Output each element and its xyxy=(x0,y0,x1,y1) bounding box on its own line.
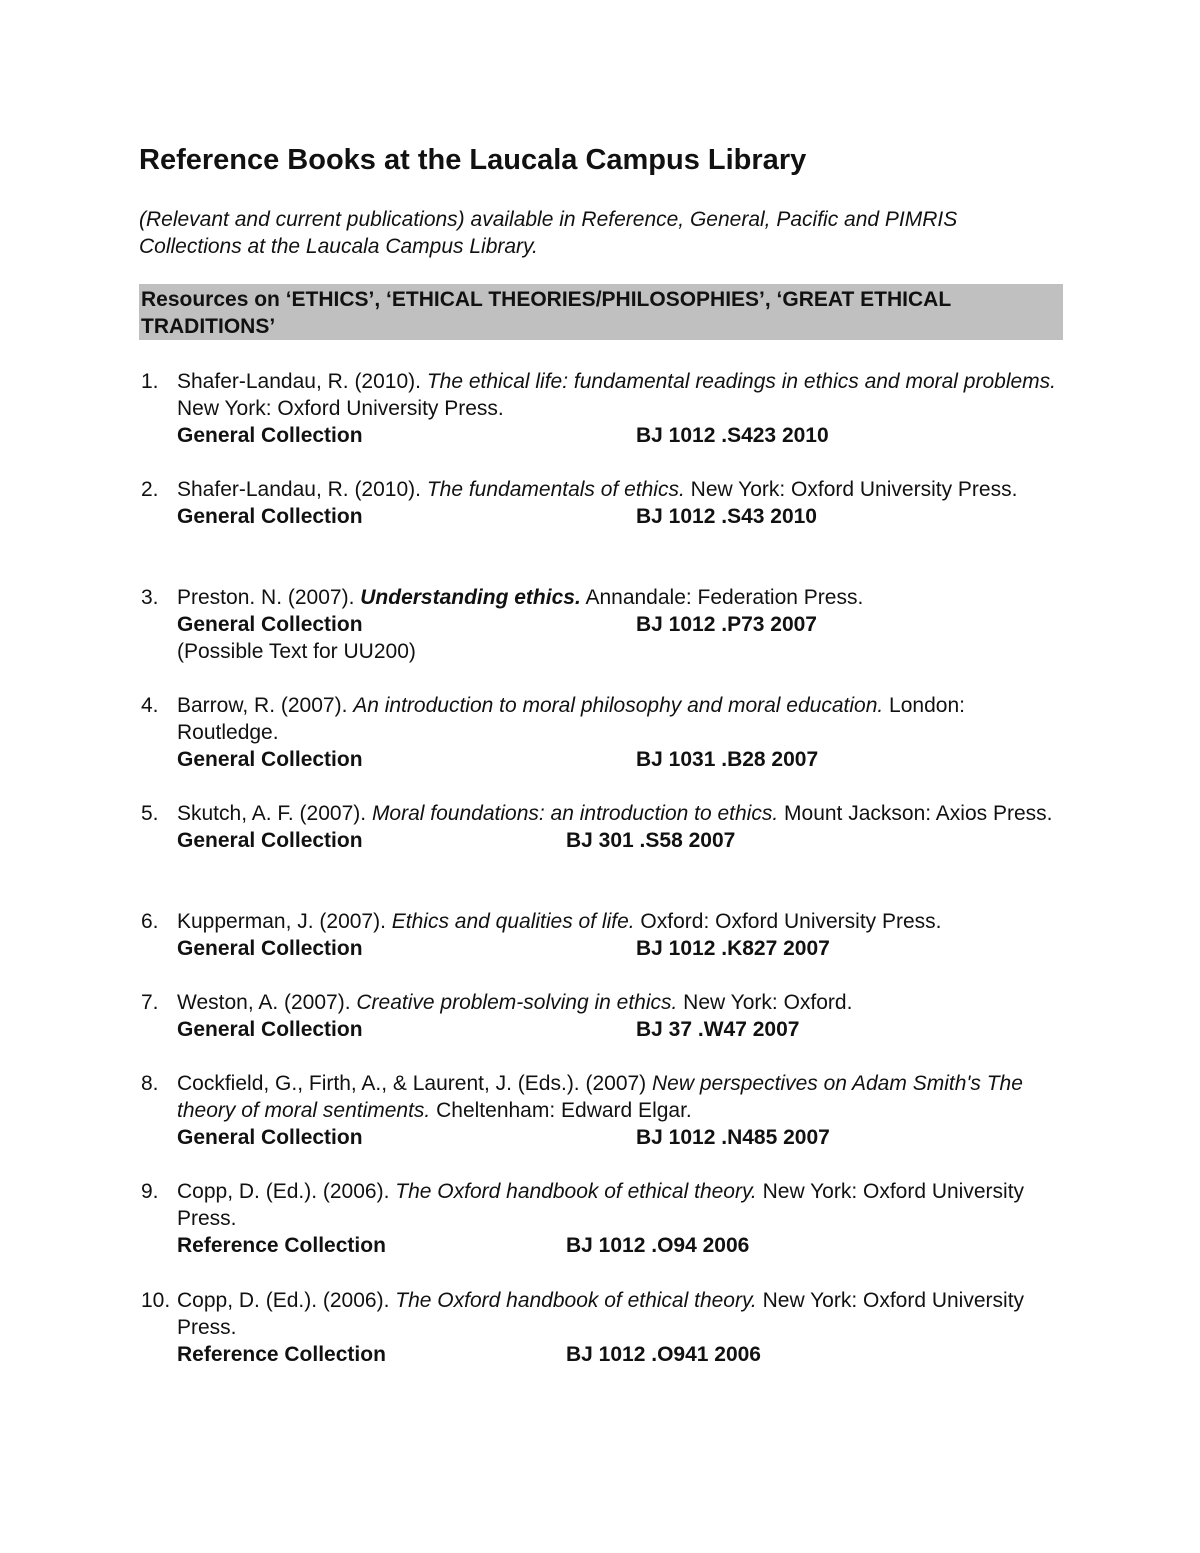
entry-number: 1. xyxy=(141,370,159,393)
citation-title: The Oxford handbook of ethical theory. xyxy=(395,1289,757,1312)
entry-number: 5. xyxy=(141,802,159,825)
citation xyxy=(177,476,1063,503)
citation-publisher: New York: Oxford. xyxy=(677,991,853,1014)
citation-publisher: Mount Jackson: Axios Press. xyxy=(778,802,1053,825)
location-line xyxy=(177,935,1063,962)
location-line xyxy=(177,827,1063,854)
reference-entry-2 xyxy=(139,476,1063,530)
citation-title: An introduction to moral philosophy and moral education. xyxy=(353,694,884,717)
call-number: BJ 1012 .S423 2010 xyxy=(636,424,829,447)
call-number: BJ 1012 .P73 2007 xyxy=(636,613,817,636)
citation-title: The Oxford handbook of ethical theory. xyxy=(395,1180,757,1203)
citation xyxy=(177,584,1063,611)
location-line xyxy=(177,1124,1063,1151)
collection-name: General Collection xyxy=(177,505,363,528)
citation-authors: Skutch, A. F. (2007). xyxy=(177,802,372,825)
citation-publisher: New York: Oxford University Press. xyxy=(684,478,1018,501)
citation-publisher: Cheltenham: Edward Elgar. xyxy=(430,1099,692,1122)
call-number: BJ 1012 .O941 2006 xyxy=(566,1343,761,1366)
entry-note: (Possible Text for UU200) xyxy=(177,640,416,663)
citation-publisher: Annandale: Federation Press. xyxy=(580,586,864,609)
citation-authors: Copp, D. (Ed.). (2006). xyxy=(177,1289,396,1312)
citation-authors: Kupperman, J. (2007). xyxy=(177,910,392,933)
citation xyxy=(177,908,1063,935)
citation-authors: Weston, A. (2007). xyxy=(177,991,357,1014)
citation-authors: Cockfield, G., Firth, A., & Laurent, J. (Eds.). (2007) xyxy=(177,1072,653,1095)
citation xyxy=(177,989,1063,1016)
call-number: BJ 1012 .N485 2007 xyxy=(636,1126,830,1149)
entry-number: 7. xyxy=(141,991,159,1014)
call-number: BJ 1012 .K827 2007 xyxy=(636,937,830,960)
citation-publisher: New York: Oxford University Press. xyxy=(177,1180,1025,1230)
citation-title: Creative problem-solving in ethics. xyxy=(356,991,678,1014)
entry-number: 4. xyxy=(141,694,159,717)
citation-title: New perspectives on Adam Smith's The theory of moral sentiments. xyxy=(177,1072,1023,1122)
page-title: Reference Books at the Laucala Campus Library xyxy=(139,144,807,176)
collection-name: General Collection xyxy=(177,1126,363,1149)
entry-number: 3. xyxy=(141,586,159,609)
reference-entry-1 xyxy=(139,368,1063,449)
entry-number: 9. xyxy=(141,1180,159,1203)
intro-paragraph: (Relevant and current publications) available in Reference, General, Pacific and PIMRIS Collections at the Laucala Campus Library. xyxy=(139,208,958,258)
location-line xyxy=(177,746,1063,773)
reference-entry-3 xyxy=(139,584,1063,665)
citation xyxy=(177,1070,1063,1124)
reference-entry-7 xyxy=(139,989,1063,1043)
reference-entry-8 xyxy=(139,1070,1063,1151)
citation-publisher: Oxford: Oxford University Press. xyxy=(634,910,942,933)
location-line xyxy=(177,611,1063,638)
collection-name: General Collection xyxy=(177,937,363,960)
location-line xyxy=(177,1341,1063,1368)
citation xyxy=(177,692,1063,746)
call-number: BJ 301 .S58 2007 xyxy=(566,829,736,852)
citation-title: Ethics and qualities of life. xyxy=(391,910,635,933)
entry-number: 2. xyxy=(141,478,159,501)
entry-number: 10. xyxy=(141,1289,171,1312)
collection-name: General Collection xyxy=(177,613,363,636)
citation-authors: Copp, D. (Ed.). (2006). xyxy=(177,1180,396,1203)
reference-entry-5 xyxy=(139,800,1063,854)
call-number: BJ 1012 .S43 2010 xyxy=(636,505,817,528)
reference-entry-6 xyxy=(139,908,1063,962)
citation xyxy=(177,368,1063,422)
citation-publisher: London: Routledge. xyxy=(177,694,965,744)
citation-title: Moral foundations: an introduction to ethics. xyxy=(371,802,779,825)
location-line xyxy=(177,1232,1063,1259)
citation-authors: Shafer-Landau, R. (2010). xyxy=(177,370,427,393)
citation-authors: Preston. N. (2007). xyxy=(177,586,361,609)
citation-publisher: New York: Oxford University Press. xyxy=(177,1289,1025,1339)
reference-entry-9 xyxy=(139,1178,1063,1259)
citation-authors: Shafer-Landau, R. (2010). xyxy=(177,478,427,501)
entry-number: 8. xyxy=(141,1072,159,1095)
call-number: BJ 1012 .O94 2006 xyxy=(566,1234,750,1257)
citation xyxy=(177,800,1063,827)
collection-name: Reference Collection xyxy=(177,1234,386,1257)
collection-name: General Collection xyxy=(177,748,363,771)
location-line xyxy=(177,1016,1063,1043)
citation xyxy=(177,1178,1063,1232)
section-heading: Resources on ‘ETHICS’, ‘ETHICAL THEORIES/PHILOSOPHIES’, ‘GREAT ETHICAL TRADITIONS’ xyxy=(139,284,1063,340)
entry-number: 6. xyxy=(141,910,159,933)
collection-name: General Collection xyxy=(177,424,363,447)
citation xyxy=(177,1287,1063,1341)
location-line xyxy=(177,422,1063,449)
reference-entry-4 xyxy=(139,692,1063,773)
citation-title: The ethical life: fundamental readings in ethics and moral problems. xyxy=(426,370,1056,393)
reference-entry-10 xyxy=(139,1287,1063,1368)
collection-name: Reference Collection xyxy=(177,1343,386,1366)
citation-title: Understanding ethics. xyxy=(360,586,581,609)
collection-name: General Collection xyxy=(177,829,363,852)
citation-authors: Barrow, R. (2007). xyxy=(177,694,354,717)
call-number: BJ 37 .W47 2007 xyxy=(636,1018,800,1041)
citation-title: The fundamentals of ethics. xyxy=(426,478,685,501)
collection-name: General Collection xyxy=(177,1018,363,1041)
call-number: BJ 1031 .B28 2007 xyxy=(636,748,819,771)
citation-publisher: New York: Oxford University Press. xyxy=(177,397,504,420)
location-line xyxy=(177,503,1063,530)
